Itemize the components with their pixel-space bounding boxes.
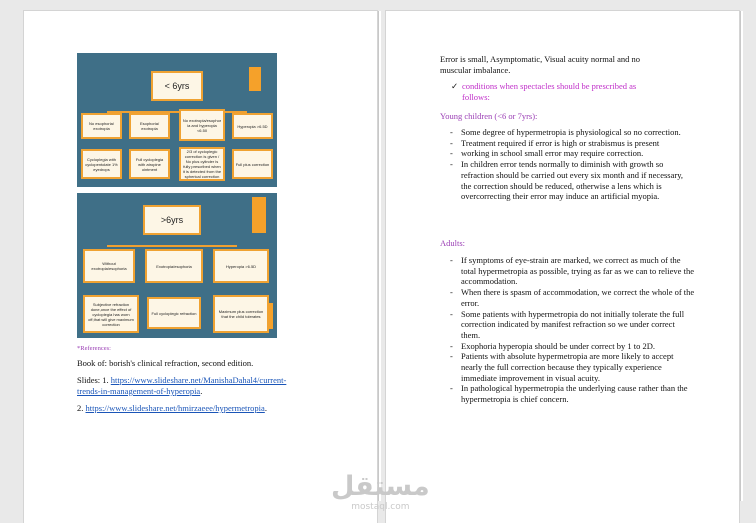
- intro-paragraph: [440, 54, 695, 75]
- list-item: [440, 309, 695, 341]
- slide2-box: Subjective refraction done,once the effect of cycloplegia has worn off,that will give maximum correction: [83, 295, 139, 333]
- list-item-text: Some degree of hypermetropia is physiological so no correction.: [461, 127, 681, 137]
- dash-bullet: -: [450, 340, 453, 351]
- dash-bullet: -: [450, 308, 453, 319]
- check-line-1: conditions when spectacles should be prescribed as: [462, 81, 637, 91]
- slide1-box: Hyperopia >6.5D: [232, 113, 273, 139]
- list-item: [440, 341, 695, 352]
- slide1-box: No exotropia/esophor ia and hyperopia <6.50: [179, 109, 225, 141]
- slide2-box: Hyperopia >6.5D: [213, 249, 269, 283]
- young-children-heading: Young children (<6 or 7yrs):: [440, 111, 538, 121]
- slide1-box: Esophoria/ exotropia: [129, 113, 170, 139]
- list-item: [440, 148, 695, 159]
- dash-bullet: -: [450, 351, 453, 362]
- list-item-text: In children error tends normally to diminish with growth so refraction should be carried out every six month and if necessary, the correction should be reduced, otherwise a lens which is overcorrecting their error may induce an artificial myopia.: [461, 159, 684, 202]
- list-item-text: Exophoria hyperopia should be under correct by 1 to 2D.: [461, 340, 656, 351]
- slide2-box: Maximum plus correction that the child tolerates: [213, 295, 269, 333]
- watermark-latin: mostaql.com: [351, 502, 410, 512]
- dash-bullet: -: [450, 148, 453, 159]
- dash-bullet: -: [450, 127, 453, 137]
- slide1-box: Cycloplegia with cyclopentolate 1% eyedrops: [81, 149, 122, 179]
- mostaql-watermark: [331, 472, 430, 512]
- watermark-arabic: مستقل: [331, 471, 430, 502]
- slide-image-under-6yrs: [77, 53, 277, 187]
- page-edge-left: [378, 11, 381, 501]
- list-item: [440, 287, 695, 308]
- list-item-text: working in school small error may require correction.: [461, 148, 644, 159]
- adults-heading: Adults:: [440, 238, 466, 248]
- list-item: [440, 138, 695, 149]
- list-item: [440, 351, 695, 383]
- adults-list: [440, 255, 695, 405]
- list-item-text: Patients with absolute hypermetropia are more likely to accept nearly the full correction because they typically experience immediate improvement in visual acuity.: [461, 351, 674, 383]
- list-item-text: When there is spasm of accommodation, we correct the whole of the error.: [461, 287, 695, 308]
- link1-suffix: .: [200, 386, 203, 396]
- slide2-box: Without exotropia/esophoria: [83, 249, 135, 283]
- list-item: [440, 127, 695, 138]
- slides-prefix: Slides: 1.: [77, 375, 111, 385]
- dash-bullet: -: [450, 137, 453, 148]
- list-item: [440, 159, 695, 202]
- slide-accent-tab: [249, 67, 261, 91]
- reference-slides-2: [77, 403, 267, 414]
- reference-book: Book of: borish's clinical refraction, second edition.: [77, 358, 254, 368]
- list-item-text: Some patients with hypermetropia do not initially tolerate the full correction indicated by manifest refraction so we under correct them.: [461, 308, 685, 340]
- young-children-list: [440, 127, 695, 202]
- slideshare-link-1[interactable]: https://www.slideshare.net/ManishaDahal4/current-: [110, 375, 287, 385]
- check-list-item: [451, 81, 636, 102]
- list-item: [440, 383, 695, 404]
- slide2-box: Exotropia/esophoria: [145, 249, 203, 283]
- intro-line-1: Error is small, Asymptomatic, Visual acuity normal and no: [440, 54, 640, 64]
- intro-line-2: muscular imbalance.: [440, 64, 511, 75]
- list-item-text: Treatment required if error is high or strabismus is present: [461, 137, 660, 148]
- check-line-2: follows:: [462, 91, 490, 102]
- slide-image-over-6yrs: [77, 193, 277, 338]
- slide1-box: Full plus correction: [232, 149, 273, 179]
- dash-bullet: -: [450, 287, 453, 298]
- list-item-text: In pathological hypermetropia the underlying cause rather than the hypermetropia is chief concern.: [461, 383, 688, 405]
- slideshare-link-1-cont[interactable]: trends-in-management-of-hyperopia: [77, 386, 201, 396]
- slide-accent-tab: [252, 197, 266, 233]
- slide-connector: [107, 245, 237, 247]
- link2-suffix: .: [264, 403, 267, 413]
- item2-prefix: 2.: [77, 403, 86, 413]
- reference-slides-1-cont: [77, 386, 202, 397]
- check-mark-icon: ✓: [451, 81, 459, 91]
- slide1-title: < 6yrs: [151, 71, 203, 101]
- slide2-title: >6yrs: [143, 205, 201, 235]
- dash-bullet: -: [450, 383, 453, 394]
- references-label: *References:: [77, 345, 111, 352]
- slide2-box: Full cycloplegic refraction: [147, 297, 201, 329]
- dash-bullet: -: [450, 255, 453, 265]
- slide1-box: Full cycloplegia with atropine ointment: [129, 149, 170, 179]
- slideshare-link-2[interactable]: https://www.slideshare.net/hmirzaeee/hypermetropia: [85, 403, 265, 413]
- slide-connector: [107, 111, 247, 113]
- slide1-box: 2/3 of cycloplegic correction is given / No plus cylinder is fully prescribed when it is detected from the spherical correction: [179, 147, 225, 181]
- page-edge-right: [740, 11, 743, 501]
- reference-slides-1: [77, 375, 286, 386]
- dash-bullet: -: [450, 159, 453, 170]
- slide1-box: No esophoria/ exotropia: [81, 113, 122, 139]
- list-item: [440, 255, 695, 287]
- list-item-text: If symptoms of eye-strain are marked, we correct as much of the total hypermetropia as possible, trying as far as we can to relieve the accommodation.: [461, 255, 694, 287]
